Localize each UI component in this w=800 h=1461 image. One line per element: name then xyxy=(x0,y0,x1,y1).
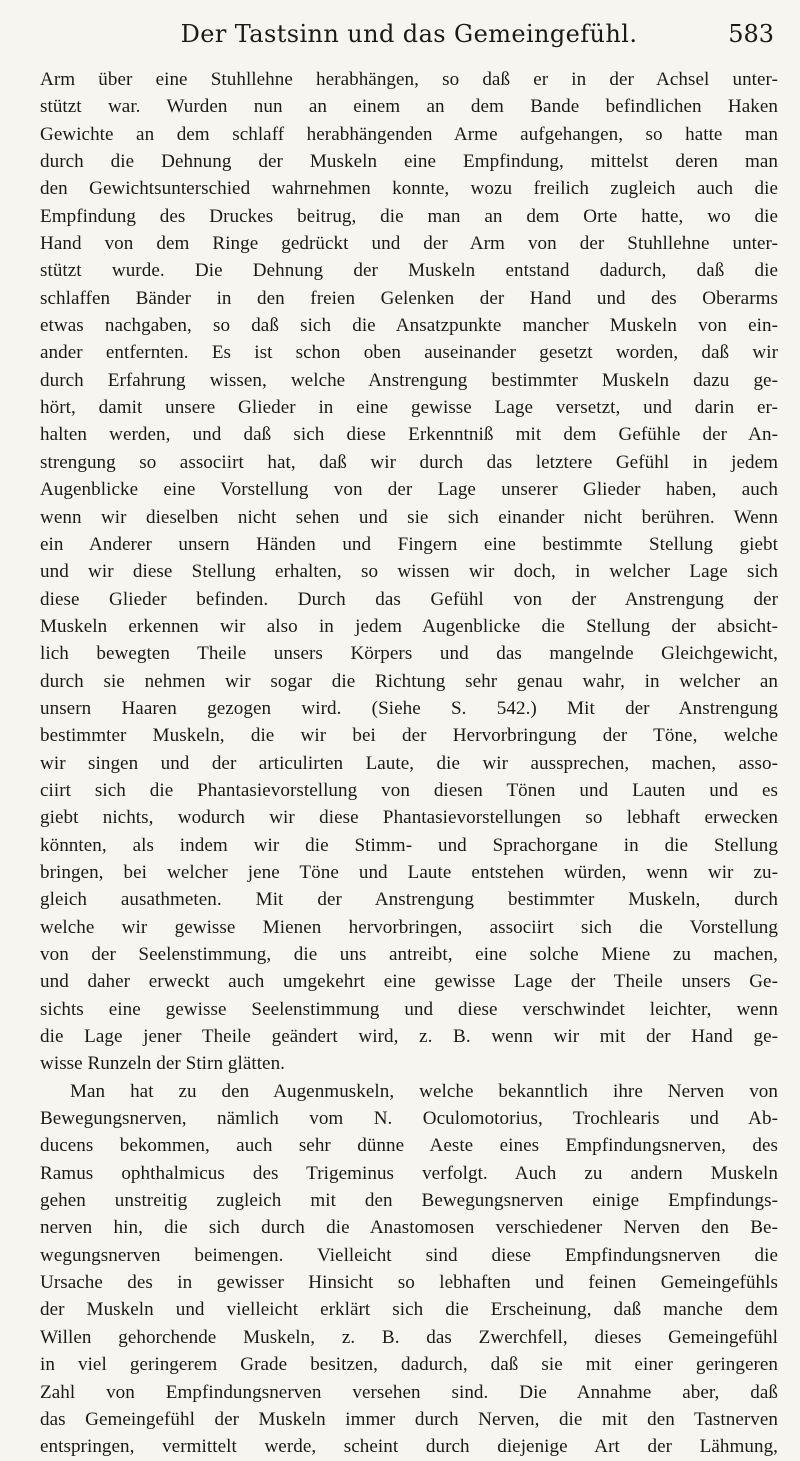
text-line: und wir diese Stellung erhalten, so wissen wir doch, in welcher Lage sich xyxy=(40,561,778,583)
page-header xyxy=(40,14,778,60)
text-line: hört, damit unsere Glieder in eine gewisse Lage versetzt, und darin er- xyxy=(40,397,778,419)
text-line: in viel geringerem Grade besitzen, dadurch, daß sie mit einer geringeren xyxy=(40,1354,778,1376)
text-line: Zahl von Empfindungsnerven versehen sind. Die Annahme aber, daß xyxy=(40,1381,778,1403)
text-line: durch sie nehmen wir sogar die Richtung sehr genau wahr, in welcher an xyxy=(40,670,778,692)
text-line: lich bewegten Theile unsers Körpers und das mangelnde Gleichgewicht, xyxy=(40,643,778,665)
text-line: wegungsnerven beimengen. Vielleicht sind diese Empfindungsnerven die xyxy=(40,1244,778,1266)
text-line: stützt wurde. Die Dehnung der Muskeln entstand dadurch, daß die xyxy=(40,260,778,282)
text-line: bestimmter Muskeln, die wir bei der Hervorbringung der Töne, welche xyxy=(40,725,778,747)
page-number: 583 xyxy=(728,20,774,48)
text-line: sichts eine gewisse Seelenstimmung und diese verschwindet leichter, wenn xyxy=(40,998,778,1020)
text-line: von der Seelenstimmung, die uns antreibt, eine solche Miene zu machen, xyxy=(40,944,778,965)
text-line: den Gewichtsunterschied wahrnehmen konnte, wozu freilich zugleich auch die xyxy=(40,178,778,200)
text-line: das Gemeingefühl der Muskeln immer durch Nerven, die mit den Tastnerven xyxy=(40,1408,778,1430)
text-line: Gewichte an dem schlaff herabhängenden Arme aufgehangen, so hatte man xyxy=(40,123,778,145)
text-line: ducens bekommen, auch sehr dünne Aeste eines Empfindungsnerven, des xyxy=(40,1135,778,1157)
text-line: unsern Haaren gezogen wird. (Siehe S. 542.) Mit der Anstrengung xyxy=(40,697,778,719)
running-head: Der Tastsinn und das Gemeingefühl. xyxy=(180,20,638,48)
text-line: wir singen und der articulirten Laute, die wir aussprechen, machen, asso- xyxy=(40,752,778,774)
body-text xyxy=(40,66,778,1461)
text-line: entspringen, vermittelt werde, scheint durch diejenige Art der Lähmung, xyxy=(40,1436,778,1458)
text-line: Augenblicke eine Vorstellung von der Lage unserer Glieder haben, auch xyxy=(40,479,778,501)
text-line: etwas nachgaben, so daß sich die Ansatzpunkte mancher Muskeln von ein- xyxy=(40,315,778,337)
text-line: schlaffen Bänder in den freien Gelenken der Hand und des Oberarms xyxy=(40,287,778,309)
text-line: Man hat zu den Augenmuskeln, welche bekanntlich ihre Nerven von xyxy=(70,1080,778,1102)
text-line: ciirt sich die Phantasievorstellung von diesen Tönen und Lauten und es xyxy=(40,779,778,801)
text-line: Hand von dem Ringe gedrückt und der Arm von der Stuhllehne unter- xyxy=(40,233,778,255)
text-line: wenn wir dieselben nicht sehen und sie sich einander nicht berühren. Wenn xyxy=(40,506,778,528)
text-line: stützt war. Wurden nun an einem an dem Bande befindlichen Haken xyxy=(40,96,778,118)
text-line: strengung so associirt hat, daß wir durch das letztere Gefühl in jedem xyxy=(40,451,778,473)
text-line: Arm über eine Stuhllehne herabhängen, so daß er in der Achsel unter- xyxy=(40,69,778,90)
text-line: gleich ausathmeten. Mit der Anstrengung bestimmter Muskeln, durch xyxy=(40,889,778,911)
text-line: ander entfernten. Es ist schon oben auseinander gesetzt worden, daß wir xyxy=(40,342,778,364)
text-line: Willen gehorchende Muskeln, z. B. das Zwerchfell, dieses Gemeingefühl xyxy=(40,1326,778,1348)
text-line: ein Anderer unsern Händen und Fingern eine bestimmte Stellung giebt xyxy=(40,533,778,555)
text-line: Bewegungsnerven, nämlich vom N. Oculomotorius, Trochlearis und Ab- xyxy=(40,1108,778,1130)
text-line: Ramus ophthalmicus des Trigeminus verfolgt. Auch zu andern Muskeln xyxy=(40,1162,778,1184)
text-line: diese Glieder befinden. Durch das Gefühl von der Anstrengung der xyxy=(40,588,778,610)
text-line: bringen, bei welcher jene Töne und Laute entstehen würden, wenn wir zu- xyxy=(40,861,778,883)
text-line: Ursache des in gewisser Hinsicht so lebhaften und feinen Gemeingefühls xyxy=(40,1272,778,1294)
text-line: wisse Runzeln der Stirn glätten. xyxy=(40,1053,285,1075)
text-line: der Muskeln und vielleicht erklärt sich die Erscheinung, daß manche dem xyxy=(40,1299,778,1321)
text-line: und daher erweckt auch umgekehrt eine gewisse Lage der Theile unsers Ge- xyxy=(40,971,778,993)
book-page xyxy=(40,14,778,1461)
text-line: giebt nichts, wodurch wir diese Phantasievorstellungen so lebhaft erwecken xyxy=(40,807,778,829)
text-line: durch Erfahrung wissen, welche Anstrengung bestimmter Muskeln dazu ge- xyxy=(40,369,778,391)
text-line: die Lage jener Theile geändert wird, z. B. wenn wir mit der Hand ge- xyxy=(40,1026,778,1048)
text-line: durch die Dehnung der Muskeln eine Empfindung, mittelst deren man xyxy=(40,151,778,173)
text-line: nerven hin, die sich durch die Anastomosen verschiedener Nerven den Be- xyxy=(40,1217,778,1239)
text-line: Empfindung des Druckes beitrug, die man an dem Orte hatte, wo die xyxy=(40,205,778,227)
text-line: Muskeln erkennen wir also in jedem Augenblicke die Stellung der absicht- xyxy=(40,615,778,637)
text-line: welche wir gewisse Mienen hervorbringen, associirt sich die Vorstellung xyxy=(40,916,778,938)
text-line: könnten, als indem wir die Stimm- und Sprachorgane in die Stellung xyxy=(40,834,778,856)
text-line: halten werden, und daß sich diese Erkenntniß mit dem Gefühle der An- xyxy=(40,424,778,446)
text-line: gehen unstreitig zugleich mit den Bewegungsnerven einige Empfindungs- xyxy=(40,1190,778,1212)
